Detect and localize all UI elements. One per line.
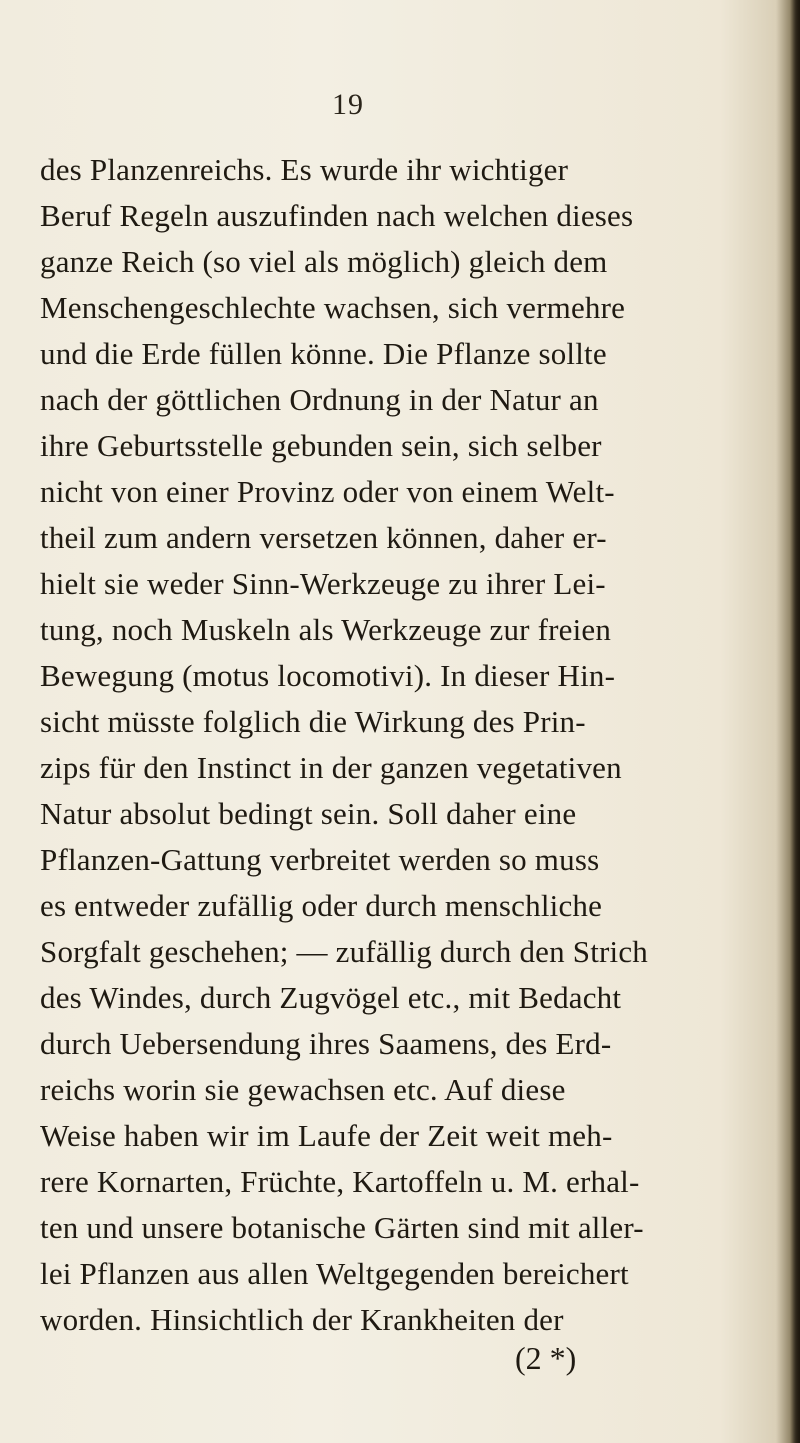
- text-line: tung, noch Muskeln als Werkzeuge zur freien: [40, 612, 612, 647]
- text-line: Pflanzen-Gattung verbreitet werden so muss: [40, 842, 600, 877]
- text-line: hielt sie weder Sinn-Werkzeuge zu ihrer Lei-: [40, 566, 606, 601]
- text-line: ihre Geburtsstelle gebunden sein, sich selber: [40, 428, 602, 463]
- text-line: rere Kornarten, Früchte, Kartoffeln u. M. erhal-: [40, 1164, 640, 1199]
- text-line: Weise haben wir im Laufe der Zeit weit meh-: [40, 1118, 613, 1153]
- text-line: nicht von einer Provinz oder von einem Welt-: [40, 474, 615, 509]
- text-line: Sorgfalt geschehen; — zufällig durch den Strich: [40, 934, 648, 969]
- text-line: Bewegung (motus locomotivi). In dieser Hin-: [40, 658, 616, 693]
- text-line: es entweder zufällig oder durch menschliche: [40, 888, 603, 923]
- text-line: ganze Reich (so viel als möglich) gleich dem: [40, 244, 608, 279]
- text-line: ten und unsere botanische Gärten sind mit aller-: [40, 1210, 644, 1245]
- page-number: 19: [332, 88, 364, 121]
- text-line: nach der göttlichen Ordnung in der Natur an: [40, 382, 599, 417]
- text-line: des Windes, durch Zugvögel etc., mit Bedacht: [40, 980, 622, 1015]
- text-line: des Planzenreichs. Es wurde ihr wichtiger: [40, 152, 569, 187]
- text-line: lei Pflanzen aus allen Weltgegenden bereichert: [40, 1256, 629, 1291]
- text-line: Natur absolut bedingt sein. Soll daher eine: [40, 796, 577, 831]
- text-line: reichs worin sie gewachsen etc. Auf diese: [40, 1072, 566, 1107]
- text-line: sicht müsste folglich die Wirkung des Prin-: [40, 704, 586, 739]
- text-line: durch Uebersendung ihres Saamens, des Erd-: [40, 1026, 612, 1061]
- text-line: zips für den Instinct in der ganzen vegetativen: [40, 750, 622, 785]
- printer-signature-mark: (2 *): [515, 1340, 577, 1376]
- text-line: Menschengeschlechte wachsen, sich vermehre: [40, 290, 626, 325]
- text-line: worden. Hinsichtlich der Krankheiten der: [40, 1302, 564, 1337]
- text-line: und die Erde füllen könne. Die Pflanze sollte: [40, 336, 607, 371]
- text-line: theil zum andern versetzen können, daher er-: [40, 520, 607, 555]
- page-edge-shadow: [790, 0, 800, 1443]
- text-line: Beruf Regeln auszufinden nach welchen dieses: [40, 198, 634, 233]
